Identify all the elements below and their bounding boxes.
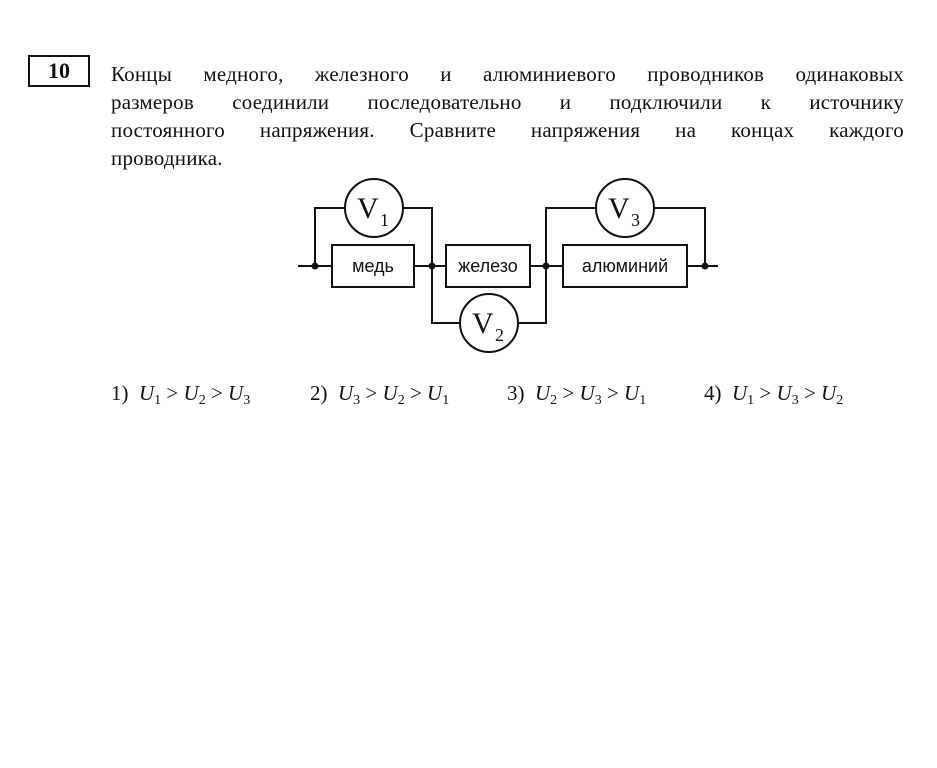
junction-dot	[702, 263, 709, 270]
answer-option-4[interactable]: 4) $U_1 > U_3 > U_2$	[704, 381, 844, 408]
junction-dot	[429, 263, 436, 270]
voltmeter-v2-index: 2	[495, 325, 504, 345]
voltmeter-v3-index: 3	[631, 210, 640, 230]
question-line: Концы медного, железного и алюминиевого проводников одинаковых	[111, 62, 904, 86]
question-line: проводника.	[111, 146, 223, 170]
voltmeter-v2-letter: V	[472, 307, 494, 340]
answer-options	[111, 381, 911, 411]
voltmeter-v1-letter: V	[357, 192, 379, 225]
junction-dot	[312, 263, 319, 270]
question-number: 10	[28, 55, 90, 87]
answer-option-3[interactable]: 3) $U_2 > U_3 > U_1$	[507, 381, 647, 408]
answer-option-1[interactable]: 1) $U_1 > U_2 > U_3$	[111, 381, 251, 408]
label-copper: медь	[352, 256, 394, 276]
voltmeter-v1-index: 1	[380, 210, 389, 230]
junction-dot	[543, 263, 550, 270]
question-line: размеров соединили последовательно и подключили к источнику	[111, 90, 904, 114]
voltmeter-v3-letter: V	[608, 192, 630, 225]
label-iron: железо	[458, 256, 518, 276]
question-line: постоянного напряжения. Сравните напряжения на концах каждого	[111, 118, 904, 142]
answer-option-2[interactable]: 2) $U_3 > U_2 > U_1$	[310, 381, 450, 408]
label-aluminium: алюминий	[581, 256, 669, 276]
